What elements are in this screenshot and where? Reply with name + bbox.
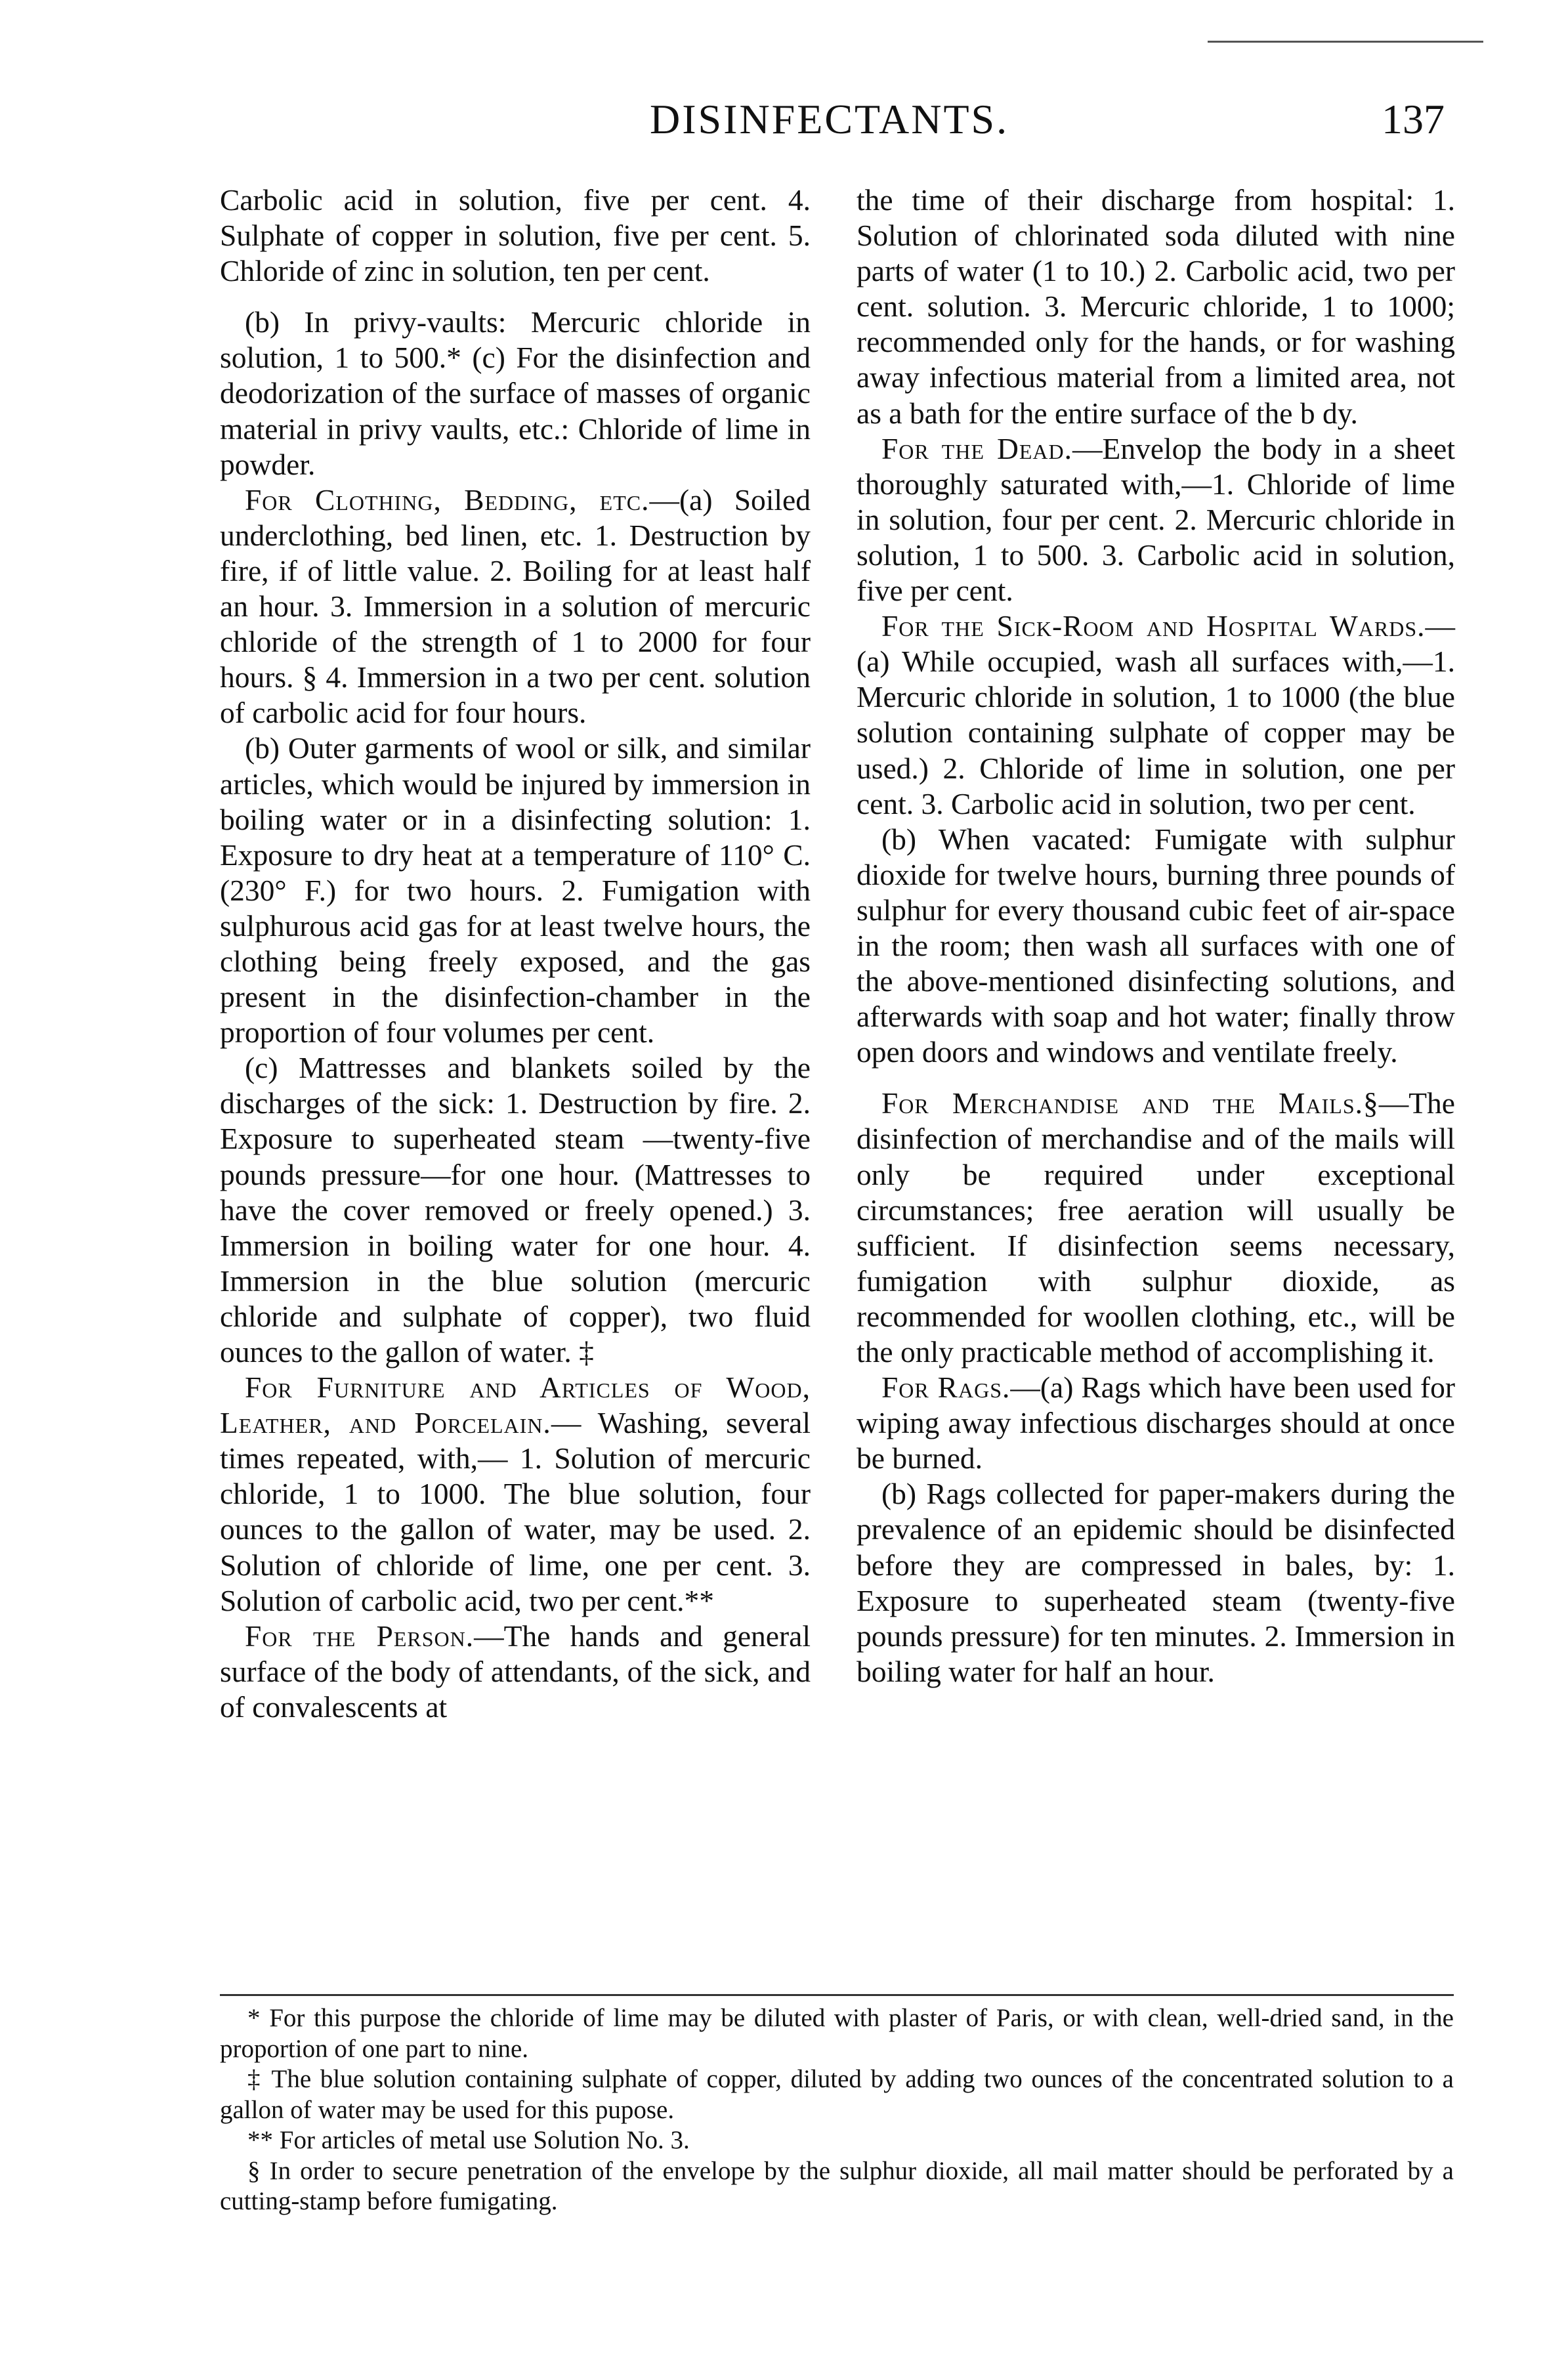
section-heading: For the Person. — [245, 1619, 475, 1653]
footnote: ** For articles of metal use Solution No. 3. — [247, 2126, 690, 2154]
paragraph — [857, 1086, 1455, 1370]
paragraph: (c) Mattresses and blankets soiled by the discharges of the sick: 1. Destruction by fire. 2. Exposure to superheated steam —twenty-five pounds pressure—for one hour. (Mattresses to have the cover removed or freely opened.) 3. Immersion in boiling water for one hour. 4. Immersion in the blue solution (mercuric chloride and sulphate of copper), two fluid ounces to the gallon of water. ‡ — [220, 1051, 811, 1369]
footnote-rule — [220, 1994, 1454, 1996]
section-body: —(a) Soiled underclothing, bed linen, etc. 1. Destruction by fire, if of little value. 2. Boiling for at least half an hour. 3. Immersion in a solution of mercuric chloride of the strength of 1 to 2000 for four hours. § 4. Immersion in a two per cent. solution of carbolic acid for four hours. — [220, 482, 811, 730]
footnotes — [220, 2003, 1454, 2217]
section-body: — (a) While occupied, wash all surfaces with,—1. Mercuric chloride in solution, 1 to 1000 (the blue solution containing sulphate of copper may be used.) 2. Chloride of lime in solution, one per cent. 3. Carbolic acid in solution, two per cent. — [857, 609, 1455, 820]
paragraph: the time of their discharge from hospital: 1. Solution of chlorinated soda diluted with nine parts of water (1 to 10.) 2. Carbolic acid, two per cent. solution. 3. Mercuric chloride, 1 to 1000; recommended only for the hands, or for washing away infectious material from a limited area, not as a bath for the entire surface of the b dy. — [857, 183, 1455, 430]
section-heading: For the Dead. — [881, 431, 1073, 465]
paragraph — [220, 1370, 811, 1619]
footnote: § In order to secure penetration of the envelope by the sulphur dioxide, all mail matter should be perforated by a cutting-stamp before fumigating. — [220, 2156, 1454, 2215]
page-number: 137 — [1382, 96, 1445, 142]
section-body: — Washing, several times repeated, with,— 1. Solution of mercuric chloride, 1 to 1000. The blue solution, four ounces to the gallon of water, may be used. 2. Solution of chloride of lime, one per cent. 3. Solution of carbolic acid, two per cent.** — [220, 1406, 811, 1617]
left-column — [220, 182, 811, 1725]
paragraph: (b) Outer garments of wool or silk, and similar articles, which would be injured by immersion in boiling water or in a disinfecting solution: 1. Exposure to dry heat at a temperature of 110° C. (230° F.) for two hours. 2. Fumigation with sulphurous acid gas for at least twelve hours, the clothing being freely exposed, and the gas present in the disinfection-chamber in the proportion of four volumes per cent. — [220, 731, 811, 1050]
paragraph — [220, 482, 811, 731]
section-heading: For Clothing, Bedding, etc. — [245, 482, 650, 517]
section-heading: For the Sick-Room and Hospital Wards. — [881, 609, 1426, 643]
section-heading: For Merchandise and the Mails.§ — [881, 1086, 1379, 1120]
paragraph — [857, 431, 1455, 608]
running-head: DISINFECTANTS. — [650, 96, 1009, 142]
paragraph — [220, 1619, 811, 1725]
paragraph: (b) Rags collected for paper-makers during the prevalence of an epidemic should be disinfected before they are compressed in bales, by: 1. Exposure to superheated steam (twenty-five pounds pressure) for ten minutes. 2. Immersion in boiling water for half an hour. — [857, 1477, 1455, 1688]
paragraph: Carbolic acid in solution, five per cent. 4. Sulphate of copper in solution, five per cent. 5. Chloride of zinc in solution, ten per cent. — [220, 183, 811, 288]
section-heading: For Rags. — [881, 1371, 1011, 1405]
footnote: * For this purpose the chloride of lime may be diluted with plaster of Paris, or with clean, well-dried sand, in the proportion of one part to nine. — [220, 2004, 1454, 2063]
section-body: —Envelop the body in a sheet thoroughly saturated with,—1. Chloride of lime in solution, four per cent. 2. Mercuric chloride in solution, 1 to 500. 3. Carbolic acid in solution, five per cent. — [857, 431, 1455, 608]
section-body: —The disinfection of merchandise and of the mails will only be required under exceptional circumstances; free aeration will usually be sufficient. If disinfection seems necessary, fumigation with sulphur dioxide, as recommended for woollen clothing, etc., will be the only practicable method of accomplishing it. — [857, 1086, 1455, 1369]
paragraph: (b) When vacated: Fumigate with sulphur dioxide for twelve hours, burning three pounds of sulphur for every thousand cubic feet of air-space in the room; then wash all surfaces with one of the above-mentioned disinfecting solutions, and afterwards with soap and hot water; finally throw open doors and windows and ventilate freely. — [857, 822, 1455, 1069]
paragraph — [857, 608, 1455, 822]
section-heading: For Furniture and Articles of Wood, Leather, and Porcelain. — [220, 1371, 811, 1440]
top-rule — [1208, 41, 1483, 43]
right-column — [857, 182, 1455, 1689]
footnote: ‡ The blue solution containing sulphate of copper, diluted by adding two ounces of the concentrated solution to a gallon of water may be used for this pupose. — [220, 2065, 1454, 2124]
paragraph: (b) In privy-vaults: Mercuric chloride in solution, 1 to 500.* (c) For the disinfection and deodorization of the surface of masses of organic material in privy vaults, etc.: Chloride of lime in powder. — [220, 305, 811, 481]
section-body: —The hands and general surface of the body of attendants, of the sick, and of convalescents at — [220, 1619, 811, 1724]
section-body: —(a) Rags which have been used for wiping away infectious discharges should at once be burned. — [857, 1371, 1456, 1476]
paragraph — [857, 1370, 1455, 1476]
